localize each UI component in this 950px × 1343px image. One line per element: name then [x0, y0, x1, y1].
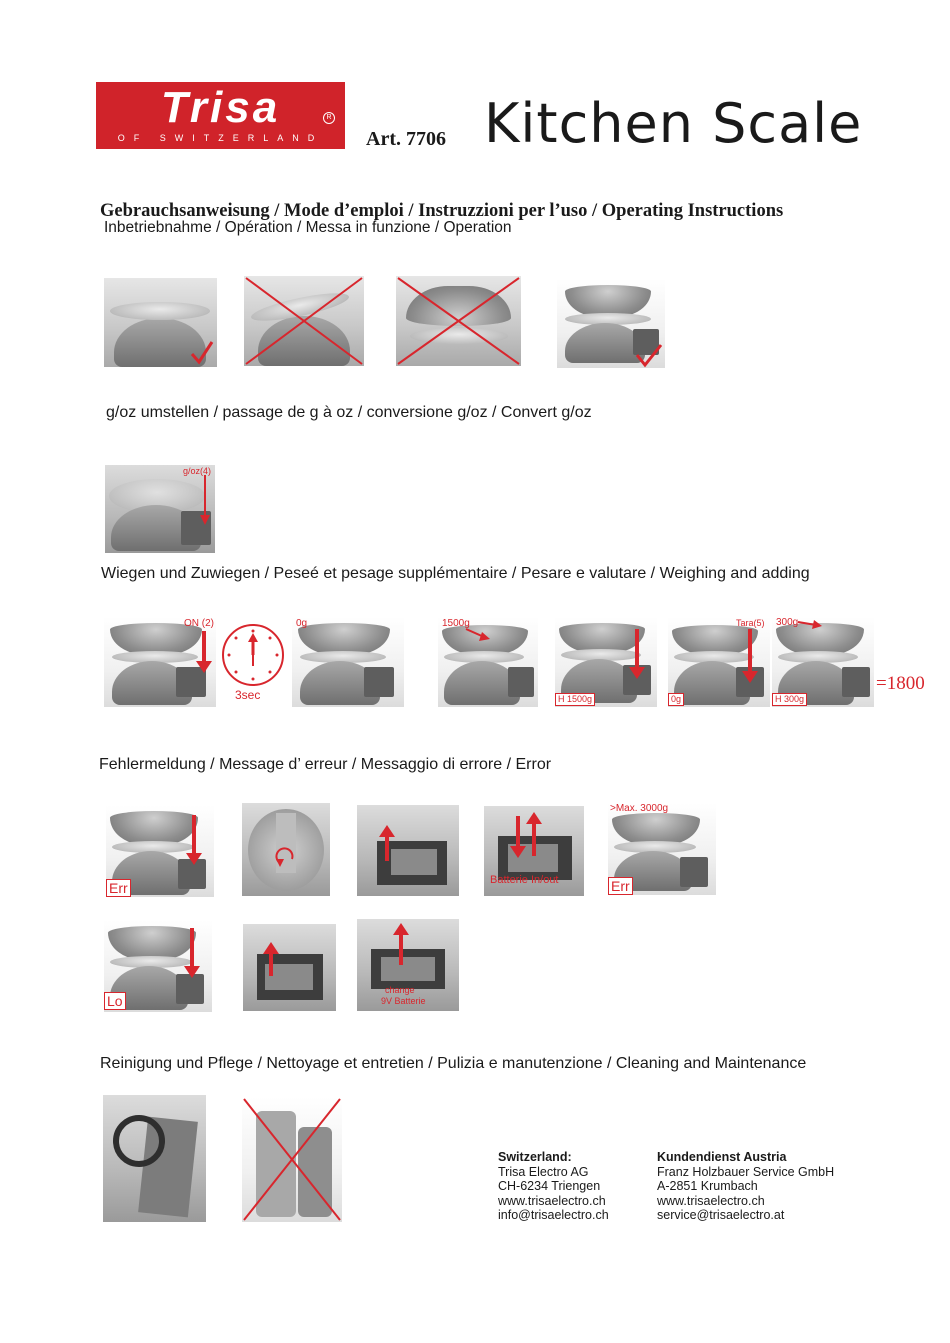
change-label: change — [385, 985, 415, 995]
low-battery-image — [104, 920, 212, 1012]
scale-plate-correct-image — [104, 278, 217, 367]
contact-website[interactable]: www.trisaelectro.ch — [498, 1193, 606, 1208]
page-title: Kitchen Scale — [484, 92, 863, 155]
section-weighing: Wiegen und Zuwiegen / Peseé et pesage supplémentaire / Pesare e valutare / Weighing and adding — [101, 565, 810, 582]
weigh-step-tara-image — [668, 617, 770, 707]
max-label: >Max. 3000g — [610, 803, 669, 814]
weight-300-label: 300g — [776, 617, 799, 628]
weigh-step-on-image — [104, 617, 216, 707]
err-badge-max: Err — [608, 877, 633, 895]
contact-email[interactable]: info@trisaelectro.ch — [498, 1208, 609, 1222]
scale-with-bowl-correct-image — [557, 279, 665, 368]
section-error: Fehlermeldung / Message d’ erreur / Messaggio di errore / Error — [99, 756, 552, 773]
contact-austria-title: Kundendienst Austria — [657, 1150, 787, 1164]
contact-line: Franz Holzbauer Service GmbH — [657, 1164, 835, 1179]
clock-icon — [222, 624, 284, 686]
lo-badge: Lo — [104, 992, 126, 1010]
logo-tagline: OF SWITZERLAND — [117, 133, 324, 143]
scale-bottom-view-image — [242, 803, 330, 896]
goz-label: g/oz(4) — [183, 466, 212, 476]
trisa-logo — [96, 82, 345, 149]
weigh-step-zero-image — [292, 617, 404, 707]
contact-switzerland — [498, 1150, 609, 1223]
error-max-image — [608, 803, 716, 895]
seconds-label: 3sec — [235, 688, 261, 702]
contact-switzerland-title: Switzerland: — [498, 1150, 572, 1164]
weigh-step-hold-image — [555, 617, 657, 707]
instructions-heading: Gebrauchsanweisung / Mode d’emploi / Instruzzioni per l’uso / Operating Instructions — [100, 201, 784, 221]
zero-label: 0g — [296, 618, 308, 629]
weigh-step-1500-image — [438, 617, 538, 707]
scale-plate-wrong-image — [244, 276, 364, 366]
section-operation: Inbetriebnahme / Opération / Messa in funzione / Operation — [104, 219, 512, 236]
hold-1500-badge: H 1500g — [555, 693, 595, 706]
zero-badge: 0g — [668, 693, 684, 706]
battery-type-label: 9V Batterie — [381, 996, 426, 1006]
tara-label: Tara(5) — [736, 618, 765, 628]
error-overload-image — [106, 805, 214, 897]
battery-in-out-image — [484, 806, 584, 896]
no-detergent-image — [242, 1097, 342, 1222]
battery-compartment-image — [357, 805, 459, 896]
logo-wordmark: Trisa — [160, 83, 281, 132]
err-badge: Err — [106, 879, 131, 897]
goz-button-image — [105, 465, 215, 553]
weight-1500-label: 1500g — [442, 618, 470, 629]
on-label: ON (2) — [184, 618, 214, 629]
registered-mark: R — [323, 112, 335, 124]
weigh-step-300-image — [772, 617, 874, 707]
hold-300-badge: H 300g — [772, 693, 807, 706]
total-result: =1800 — [876, 673, 925, 694]
battery-label: Batterie In/out — [490, 874, 559, 886]
contact-website[interactable]: www.trisaelectro.ch — [657, 1193, 765, 1208]
contact-line: CH-6234 Triengen — [498, 1179, 601, 1193]
contact-austria — [657, 1150, 834, 1223]
contact-email[interactable]: service@trisaelectro.at — [657, 1208, 785, 1222]
scale-upside-down-wrong-image — [396, 276, 521, 366]
cleaning-cloth-image — [103, 1095, 206, 1222]
article-number: Art. 7706 — [366, 128, 446, 150]
change-battery-image — [357, 919, 459, 1011]
battery-open-image — [243, 924, 336, 1011]
contact-line: Trisa Electro AG — [498, 1164, 589, 1179]
contact-line: A-2851 Krumbach — [657, 1179, 758, 1193]
section-convert: g/oz umstellen / passage de g à oz / conversione g/oz / Convert g/oz — [106, 404, 592, 421]
section-cleaning: Reinigung und Pflege / Nettoyage et entretien / Pulizia e manutenzione / Cleaning and Maintenance — [100, 1055, 807, 1072]
